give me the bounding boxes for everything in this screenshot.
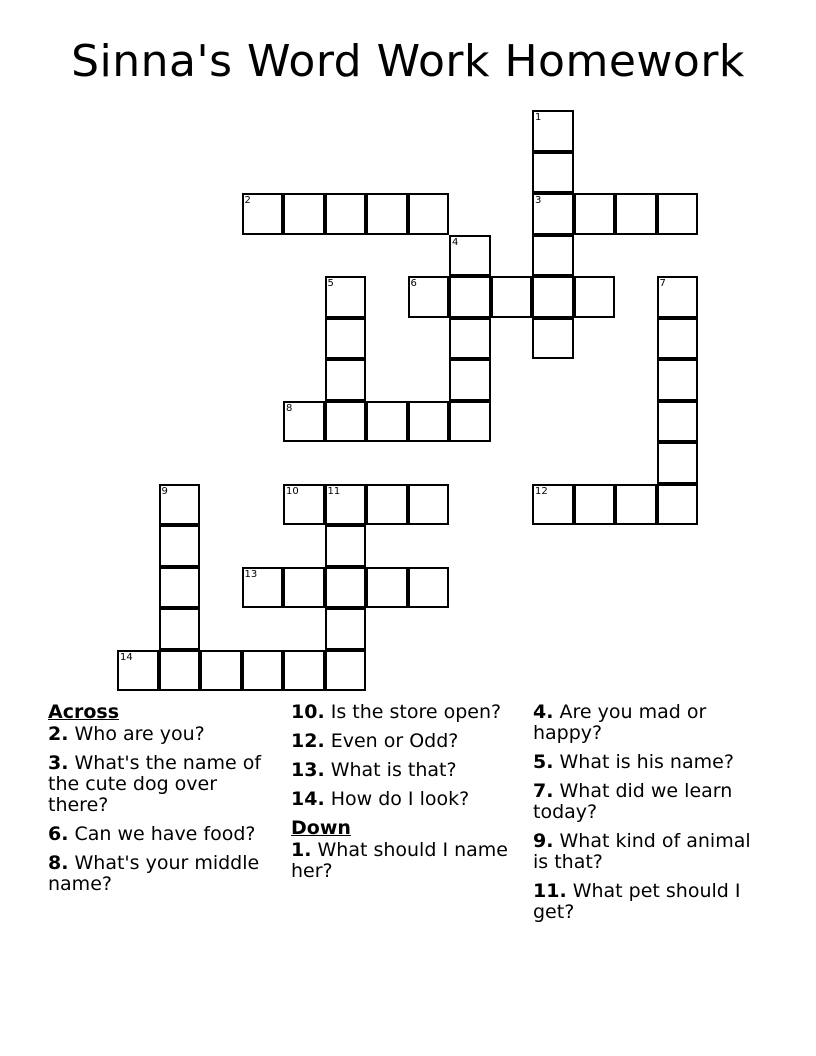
clue-item	[291, 840, 521, 882]
grid-cell[interactable]	[283, 193, 325, 235]
grid-cell[interactable]	[657, 442, 699, 484]
clue-number: 3	[535, 195, 542, 206]
clue-number: 1	[535, 112, 542, 123]
clue-number: 3.	[48, 752, 69, 774]
clue-item	[291, 789, 521, 810]
clue-text: What did we learn today?	[533, 780, 733, 823]
grid-cell[interactable]	[366, 401, 408, 443]
across-heading: Across	[48, 701, 120, 723]
grid-cell[interactable]	[657, 193, 699, 235]
clue-number: 10.	[291, 701, 325, 723]
clue-item	[533, 881, 763, 923]
clue-number: 13	[244, 568, 258, 580]
clue-text: Are you mad or happy?	[533, 701, 707, 744]
clue-number: 11	[327, 485, 341, 497]
clue-text: What is that?	[324, 759, 457, 781]
clue-item	[291, 731, 521, 752]
grid-cell[interactable]	[325, 525, 367, 567]
clue-number: 8.	[48, 852, 69, 874]
clue-item	[48, 853, 278, 895]
grid-cell[interactable]	[200, 650, 242, 692]
clue-number: 2	[244, 195, 251, 206]
grid-cell[interactable]	[574, 193, 616, 235]
grid-cell[interactable]	[449, 276, 491, 318]
grid-cell[interactable]	[408, 401, 450, 443]
clue-item	[533, 702, 763, 744]
clue-number: 4	[452, 236, 459, 248]
grid-cell[interactable]	[366, 567, 408, 609]
grid-cell[interactable]	[532, 484, 574, 526]
clue-number: 1.	[291, 839, 312, 861]
grid-cell[interactable]	[117, 650, 159, 692]
clue-number: 6.	[48, 823, 69, 845]
clue-item	[533, 752, 763, 773]
clue-number: 13.	[291, 759, 325, 781]
clue-number: 14.	[291, 788, 325, 810]
clue-number: 2.	[48, 723, 69, 745]
clue-item	[533, 781, 763, 823]
grid-cell[interactable]	[159, 567, 201, 609]
grid-cell[interactable]	[242, 650, 284, 692]
clue-text: What pet should I get?	[533, 880, 741, 923]
clue-text: What should I name her?	[291, 839, 508, 882]
clue-number: 7	[659, 278, 666, 289]
clue-number: 8	[286, 402, 293, 414]
page-title: Sinna's Word Work Homework	[71, 36, 745, 87]
grid-cell[interactable]	[532, 276, 574, 318]
grid-cell[interactable]	[325, 359, 367, 401]
clues-column-3	[533, 702, 763, 931]
grid-cell[interactable]	[325, 650, 367, 692]
grid-cell[interactable]	[325, 484, 367, 526]
grid-cell[interactable]	[615, 193, 657, 235]
down-heading: Down	[291, 817, 351, 839]
grid-cell[interactable]	[325, 608, 367, 650]
clues-column-2	[291, 702, 521, 890]
grid-cell[interactable]	[532, 235, 574, 277]
grid-cell[interactable]	[325, 276, 367, 318]
clue-item	[48, 824, 278, 845]
clue-number: 14	[120, 651, 133, 663]
grid-cell[interactable]	[615, 484, 657, 526]
grid-cell[interactable]	[657, 401, 699, 443]
clue-number: 12.	[291, 730, 325, 752]
clue-item	[48, 753, 278, 816]
grid-cell[interactable]	[408, 567, 450, 609]
grid-cell[interactable]	[532, 152, 574, 194]
clue-text: What kind of animal is that?	[533, 830, 751, 873]
clue-number: 4.	[533, 701, 554, 723]
clue-item	[48, 724, 278, 745]
grid-cell[interactable]	[242, 567, 284, 609]
clue-text: Who are you?	[68, 723, 205, 745]
clue-text: What is his name?	[553, 751, 734, 773]
clue-number: 6	[410, 278, 417, 289]
clues-column-1	[48, 702, 278, 903]
grid-cell[interactable]	[159, 484, 201, 526]
clue-number: 5	[327, 278, 334, 289]
grid-cell[interactable]	[283, 650, 325, 692]
grid-cell[interactable]	[532, 110, 574, 152]
grid-cell[interactable]	[159, 650, 201, 692]
grid-cell[interactable]	[574, 484, 616, 526]
grid-cell[interactable]	[159, 608, 201, 650]
clue-number: 9.	[533, 830, 554, 852]
grid-cell[interactable]	[657, 276, 699, 318]
grid-cell[interactable]	[325, 567, 367, 609]
grid-cell[interactable]	[283, 567, 325, 609]
grid-cell[interactable]	[325, 401, 367, 443]
grid-cell[interactable]	[325, 318, 367, 360]
clue-item	[533, 831, 763, 873]
grid-cell[interactable]	[366, 484, 408, 526]
grid-cell[interactable]	[574, 276, 616, 318]
clue-text: Even or Odd?	[324, 730, 459, 752]
clue-number: 5.	[533, 751, 554, 773]
clue-text: How do I look?	[324, 788, 470, 810]
clue-number: 7.	[533, 780, 554, 802]
grid-cell[interactable]	[449, 401, 491, 443]
grid-cell[interactable]	[242, 193, 284, 235]
grid-cell[interactable]	[657, 318, 699, 360]
clue-number: 12	[535, 485, 548, 497]
grid-cell[interactable]	[657, 484, 699, 526]
clue-text: What's the name of the cute dog over there?	[48, 752, 262, 816]
clue-text: Is the store open?	[324, 701, 502, 723]
grid-cell[interactable]	[408, 276, 450, 318]
grid-cell[interactable]	[532, 318, 574, 360]
clue-number: 9	[161, 485, 168, 497]
clue-number: 11.	[533, 880, 567, 902]
grid-cell[interactable]	[325, 193, 367, 235]
grid-cell[interactable]	[657, 359, 699, 401]
grid-cell[interactable]	[159, 525, 201, 567]
grid-cell[interactable]	[491, 276, 533, 318]
grid-cell[interactable]	[408, 484, 450, 526]
grid-cell[interactable]	[449, 359, 491, 401]
grid-cell[interactable]	[283, 401, 325, 443]
grid-cell[interactable]	[283, 484, 325, 526]
clue-number: 10	[286, 485, 299, 497]
clue-text: Can we have food?	[68, 823, 256, 845]
clue-text: What's your middle name?	[48, 852, 260, 895]
grid-cell[interactable]	[532, 193, 574, 235]
clue-item	[291, 760, 521, 781]
grid-cell[interactable]	[408, 193, 450, 235]
grid-cell[interactable]	[449, 235, 491, 277]
grid-cell[interactable]	[366, 193, 408, 235]
clue-item	[291, 702, 521, 723]
grid-cell[interactable]	[449, 318, 491, 360]
